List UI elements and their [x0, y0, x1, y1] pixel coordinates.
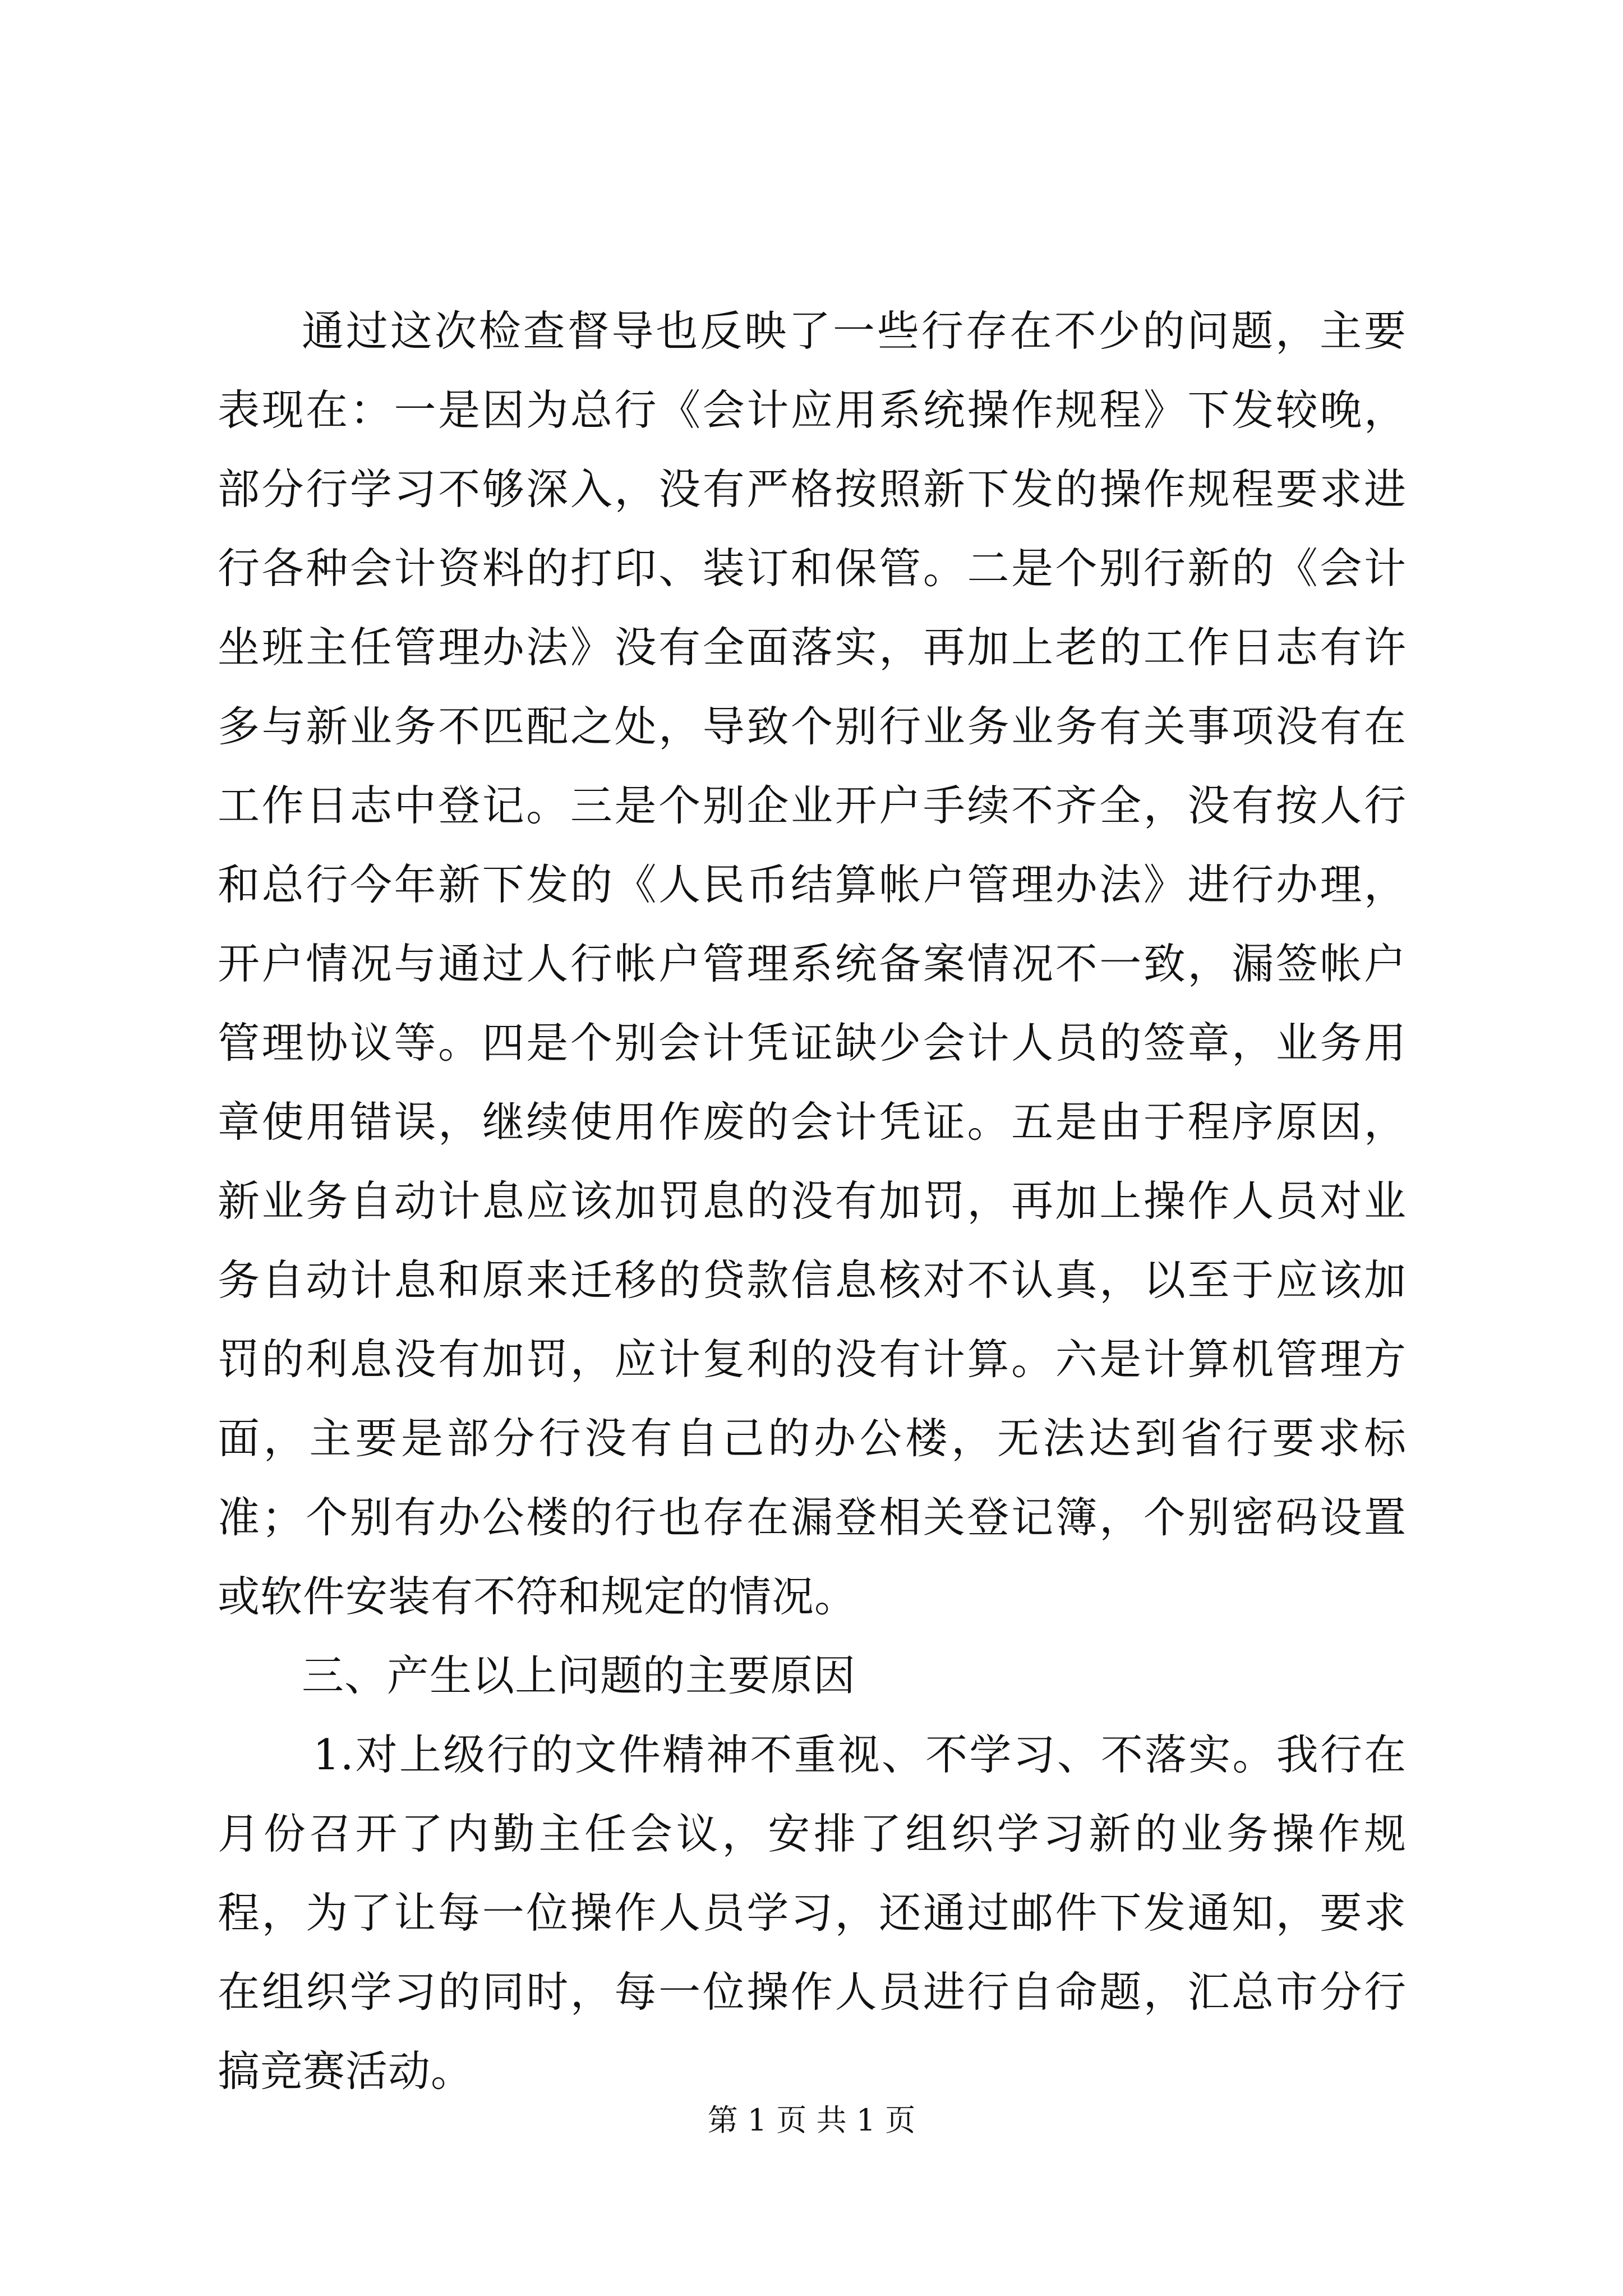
document-body [218, 292, 1407, 2111]
list-paragraph-1: 1.对上级行的文件精神不重视、不学习、不落实。我行在月份召开了内勤主任会议，安排了组织学习新的业务操作规程，为了让每一位操作人员学习，还通过邮件下发通知，要求在组织学习的同时，每一位操作人员进行自命题，汇总市分行搞竞赛活动。 [218, 1730, 1407, 2096]
page-footer: 第 1 页 共 1 页 [707, 2102, 916, 2138]
body-paragraph-1: 通过这次检查督导也反映了一些行存在不少的问题，主要表现在：一是因为总行《会计应用系统操作规程》下发较晚，部分行学习不够深入，没有严格按照新下发的操作规程要求进行各种会计资料的打印、装订和保管。二是个别行新的《会计坐班主任管理办法》没有全面落实，再加上老的工作日志有许多与新业务不匹配之处，导致个别行业务业务有关事项没有在工作日志中登记。三是个别企业开户手续不齐全，没有按人行和总行今年新下发的《人民币结算帐户管理办法》进行办理，开户情况与通过人行帐户管理系统备案情况不一致，漏签帐户管理协议等。四是个别会计凭证缺少会计人员的签章，业务用章使用错误，继续使用作废的会计凭证。五是由于程序原因，新业务自动计息应该加罚息的没有加罚，再加上操作人员对业务自动计息和原来迁移的贷款信息核对不认真，以至于应该加罚的利息没有加罚，应计复利的没有计算。六是计算机管理方面，主要是部分行没有自己的办公楼，无法达到省行要求标准；个别有办公楼的行也存在漏登相关登记簿，个别密码设置或软件安装有不符和规定的情况。 [218, 306, 1407, 1621]
section-heading: 三、产生以上问题的主要原因 [302, 1651, 856, 1700]
